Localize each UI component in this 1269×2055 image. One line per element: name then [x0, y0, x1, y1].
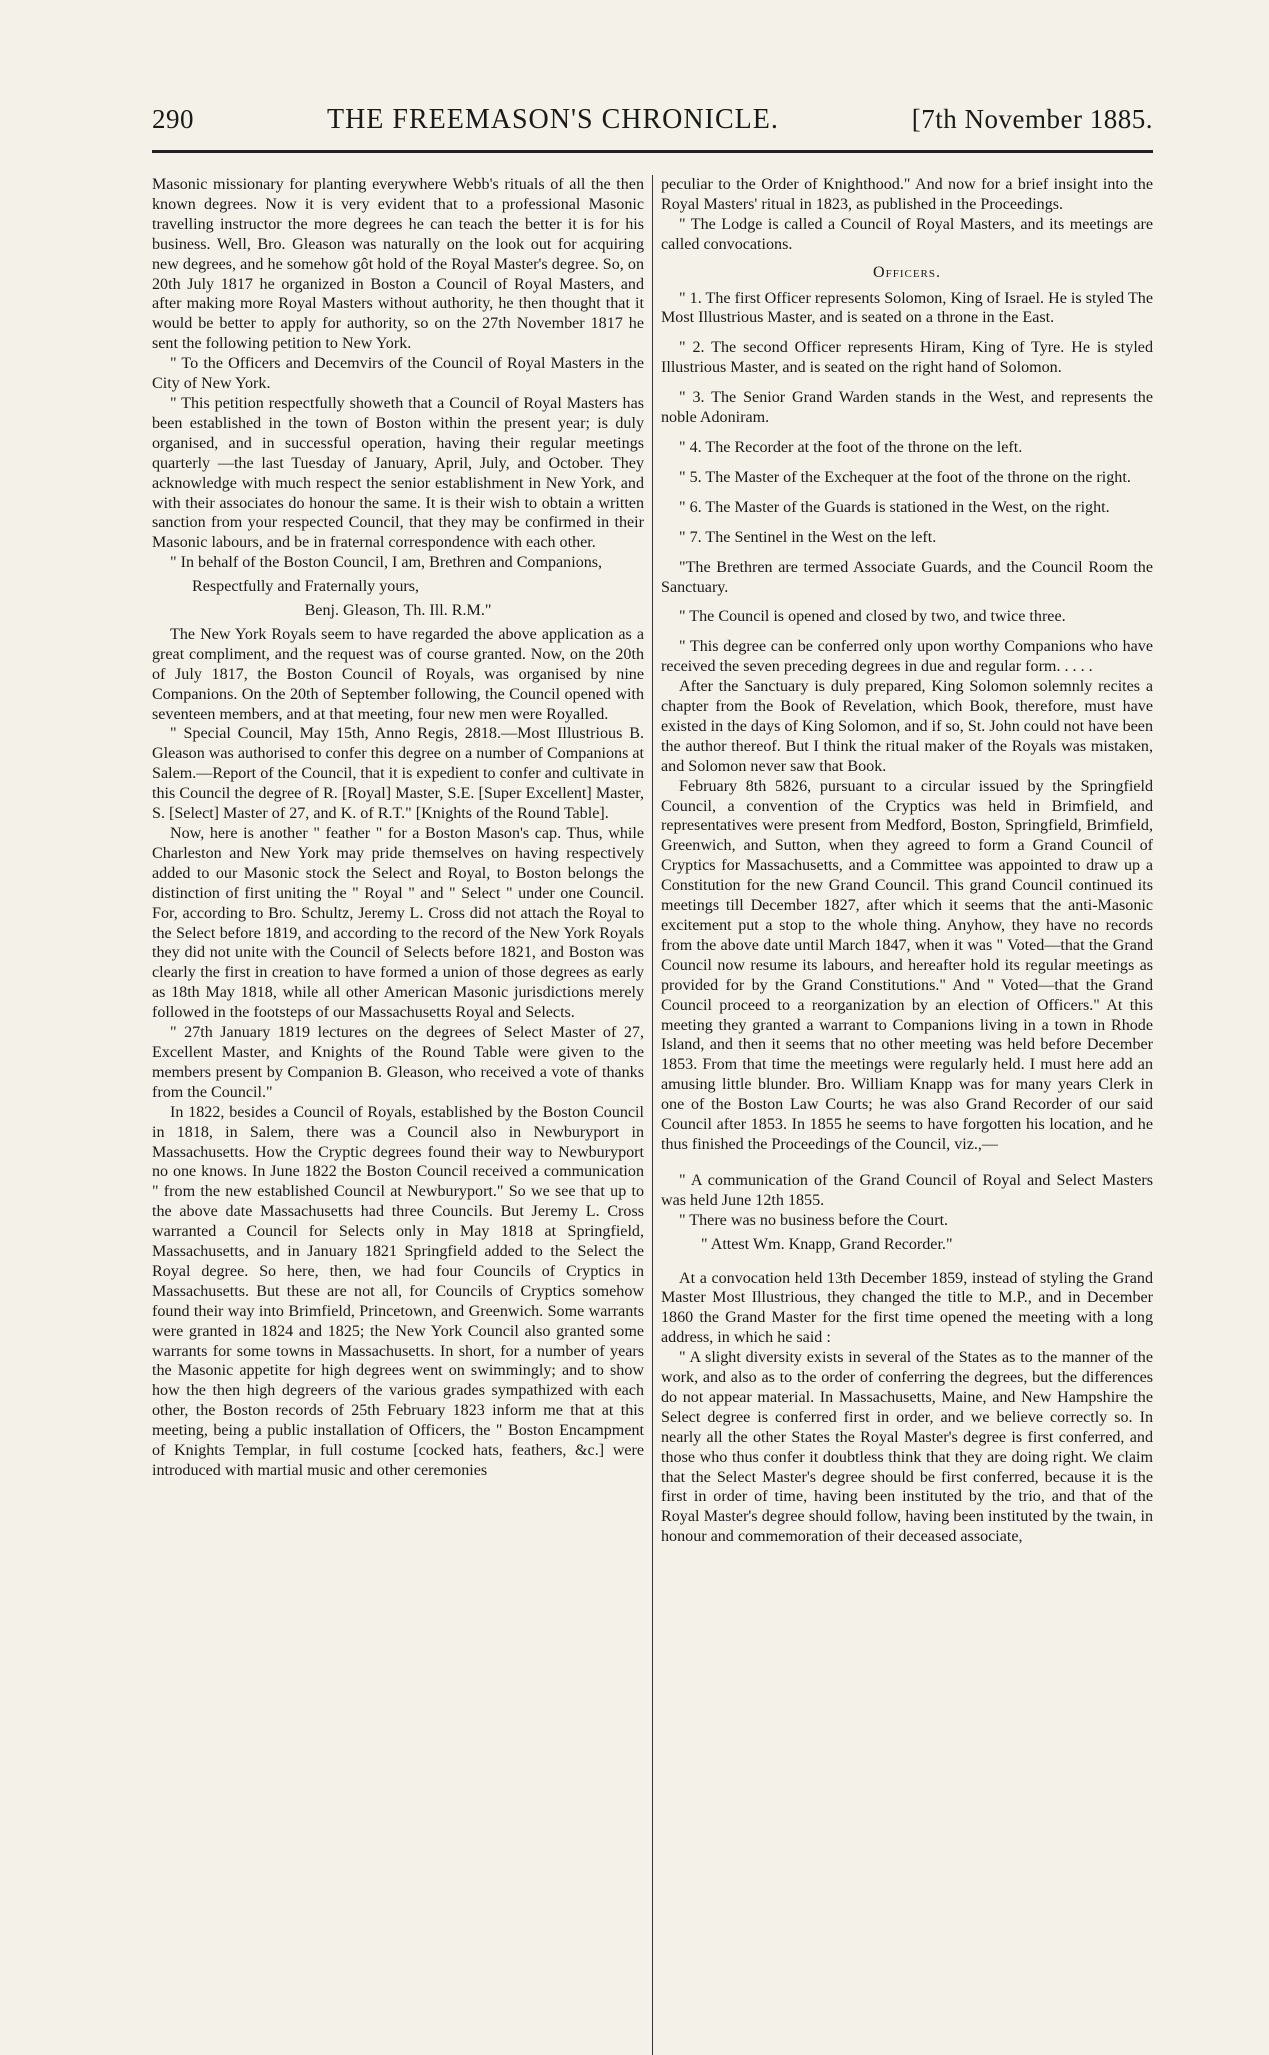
paragraph: After the Sanctuary is duly prepared, King Solomon solemnly recites a chapter from the Book of Revelation, which Book, therefore, must have existed in the days of King Solomon, and if so, St. John could not have been the author thereof. But I think the ritual maker of the Royals was mistaken, and Solomon never saw that Book.	[661, 678, 1153, 775]
left-column	[152, 175, 653, 2055]
paragraph: " Special Council, May 15th, Anno Regis, 2818.—Most Illustrious B. Gleason was authorised to confer this degree on a number of Companions at Salem.—Report of the Council, that it is expedient to confer and cultivate in this Council the degree of R. [Royal] Master, S.E. [Super Excellent] Master, S. [Select] Master of 27, and K. of R.T." [Knights of the Round Table].	[152, 725, 644, 823]
right-column	[653, 175, 1153, 2055]
page-number: 290	[152, 104, 194, 134]
article-columns	[152, 175, 1153, 2055]
officer-item: " 7. The Sentinel in the West on the left.	[679, 528, 937, 546]
signature-line: Benj. Gleason, Th. Ill. R.M."	[304, 602, 492, 620]
paragraph: " In behalf of the Boston Council, I am, Brethren and Companions,	[170, 554, 603, 572]
officer-item: " 3. The Senior Grand Warden stands in the West, and represents the noble Adoniram.	[661, 389, 1153, 427]
issue-date: [7th November 1885.	[911, 104, 1153, 134]
page-header	[152, 104, 1153, 148]
paragraph: The New York Royals seem to have regarded the above application as a great compliment, and the request was of course granted. Now, on the 20th of July 1817, the Boston Council of Royals, was organised by nine Companions. On the 20th of September following, the Council opened with seventeen members, and at that meeting, four new men were Royalled.	[152, 625, 644, 723]
paragraph: " There was no business before the Court.	[679, 1211, 949, 1229]
officer-item: " 1. The first Officer represents Solomon, King of Israel. He is styled The Most Illustrious Master, and is seated on a throne in the East.	[661, 289, 1153, 327]
officer-item: " 4. The Recorder at the foot of the throne on the left.	[679, 438, 1023, 456]
header-rule	[152, 150, 1153, 153]
paragraph: " 27th January 1819 lectures on the degrees of Select Master of 27, Excellent Master, and Knights of the Round Table were given to the members present by Companion B. Gleason, who received a vote of thanks from the Council."	[152, 1024, 644, 1101]
paragraph: At a convocation held 13th December 1859, instead of styling the Grand Master Most Illustrious, they changed the title to M.P., and in December 1860 the Grand Master for the first time opened the meeting with a long address, in which he said :	[661, 1269, 1153, 1347]
paragraph: " This degree can be conferred only upon worthy Companions who have received the seven preceding degrees in due and regular form. . . . .	[661, 638, 1153, 676]
paragraph: peculiar to the Order of Knighthood." And now for a brief insight into the Royal Masters' ritual in 1823, as published in the Proceedings.	[661, 176, 1153, 213]
paragraph: "The Brethren are termed Associate Guards, and the Council Room the Sanctuary.	[661, 558, 1153, 596]
attest-line: " Attest Wm. Knapp, Grand Recorder."	[701, 1235, 953, 1253]
paragraph: In 1822, besides a Council of Royals, established by the Boston Council in 1818, in Salem, there was a Council also in Newburyport in Massachusetts. How the Cryptic degrees found their way to Newburyport no one knows. In June 1822 the Boston Council received a communication " from the new established Council at Newburyport." So we see that up to the above date Massachusetts had three Councils. But Jeremy L. Cross warranted a Council for Selects only in May 1818 at Springfield, Massachusetts, and in January 1821 Springfield added to the Select the Royal degree. So here, then, we had four Councils of Cryptics in Massachusetts. But these are not all, for Councils of Cryptics somehow found their way into Brimfield, Princetown, and Greenwich. Some warrants were granted in 1824 and 1825; the New York Council also granted some warrants for some towns in Massachusetts. In short, for a number of years the Masonic appetite for high degrees went on swimmingly; and to show how the then high degreers of the various grades sympathized with each other, the Boston records of 25th February 1823 inform me that at this meeting, being a public installation of Officers, the " Boston Encampment of Knights Templar, in full costume [cocked hats, feathers, &c.] were introduced with martial music and other ceremonies	[152, 1103, 644, 1479]
paragraph: " This petition respectfully showeth that a Council of Royal Masters has been established in the town of Boston within the present year; is duly organised, and in successful operation, having their regular meetings quarterly —the last Tuesday of January, April, July, and October. They acknowledge with much respect the senior establishment in New York, and with their associates do honour the same. It is their wish to obtain a written sanction from your respected Council, that they may be confirmed in their Masonic labours, and be in fraternal correspondence with each other.	[152, 394, 644, 552]
officer-item: " 2. The second Officer represents Hiram, King of Tyre. He is styled Illustrious Master, and is seated on the right hand of Solomon.	[661, 339, 1153, 377]
officer-item: " 6. The Master of the Guards is stationed in the West, on the right.	[679, 498, 1110, 516]
paragraph: Masonic missionary for planting everywhere Webb's rituals of all the then known degrees. Now it is very evident that to a professional Masonic travelling instructor the more degrees he can teach the better it is for his business. Well, Bro. Gleason was naturally on the look out for acquiring new degrees, and he somehow gôt hold of the Royal Master's degree. So, on 20th July 1817 he organized in Boston a Council of Royal Masters, and after making more Royal Masters without authority, he then thought that it would be better to apply for authority, so on the 27th November 1817 he sent the following petition to New York.	[152, 176, 644, 353]
paragraph: " A slight diversity exists in several of the States as to the manner of the work, and also as to the order of conferring the degrees, but the differences do not appear material. In Massachusetts, Maine, and New Hampshire the Select degree is conferred first in order, and we believe correctly so. In nearly all the other States the Royal Master's degree is first conferred, and those who thus confer it doubtless think that they are doing right. We claim that the Select Master's degree should be first conferred, because it is the first in order of time, having been instituted by the trio, and that of the Royal Master's degree should follow, having been instituted by the twain, in honour and commemoration of their deceased associate,	[661, 1349, 1153, 1546]
paragraph: " To the Officers and Decemvirs of the Council of Royal Masters in the City of New York.	[152, 355, 644, 393]
paragraph: " The Lodge is called a Council of Royal Masters, and its meetings are called convocations.	[661, 215, 1153, 253]
paragraph: " A communication of the Grand Council of Royal and Select Masters was held June 12th 1855.	[661, 1171, 1153, 1209]
officer-item: " 5. The Master of the Exchequer at the foot of the throne on the right.	[679, 468, 1131, 486]
paragraph: Now, here is another " feather " for a Boston Mason's cap. Thus, while Charleston and New York may pride themselves on having respectively added to our Masonic stock the Select and Royal, to Boston belongs the distinction of first uniting the " Royal " and " Select " under one Council. For, according to Bro. Schultz, Jeremy L. Cross did not attach the Royal to the Select before 1819, and according to the record of the New York Royals they did not unite with the Council of Selects before 1821, and Boston was clearly the first in creation to have formed a union of those degrees as early as 18th May 1818, while all other American Masonic jurisdictions merely followed in the footsteps of our Massachusetts Royal and Selects.	[152, 825, 644, 1022]
paragraph: February 8th 5826, pursuant to a circular issued by the Springfield Council, a convention of the Cryptics was held in Brimfield, and representatives were present from Medford, Boston, Springfield, Brimfield, Greenwich, and Sutton, when they agreed to form a Grand Council of Cryptics for Massachusetts, and a Committee was appointed to draw up a Constitution for the new Grand Council. This grand Council continued its meetings till December 1827, after which it seems that the anti-Masonic excitement put a stop to the whole thing. Anyhow, they have no records from the above date until March 1847, when it was " Voted—that the Grand Council now resume its labours, and hereafter hold its regular meetings as provided for by the Grand Constitutions." And " Voted—that the Grand Council proceed to a reorganization by an election of Officers." At this meeting they granted a warrant to Companions living in a town in Rhode Island, and then it seems that no other meeting was held before December 1853. From that time the meetings were regularly held. I must here add an amusing little blunder. Bro. William Knapp was for many years Clerk in one of the Boston Law Courts; he was also Grand Recorder of our said Council after 1853. In 1855 he seems to have forgotten his location, and he thus finished the Proceedings of the Council, viz.,—	[661, 777, 1153, 1153]
publication-title: THE FREEMASON'S CHRONICLE.	[326, 104, 779, 135]
paragraph: " The Council is opened and closed by two, and twice three.	[679, 608, 1066, 626]
signoff-line: Respectfully and Fraternally yours,	[192, 578, 420, 596]
section-heading: Officers.	[872, 263, 942, 281]
